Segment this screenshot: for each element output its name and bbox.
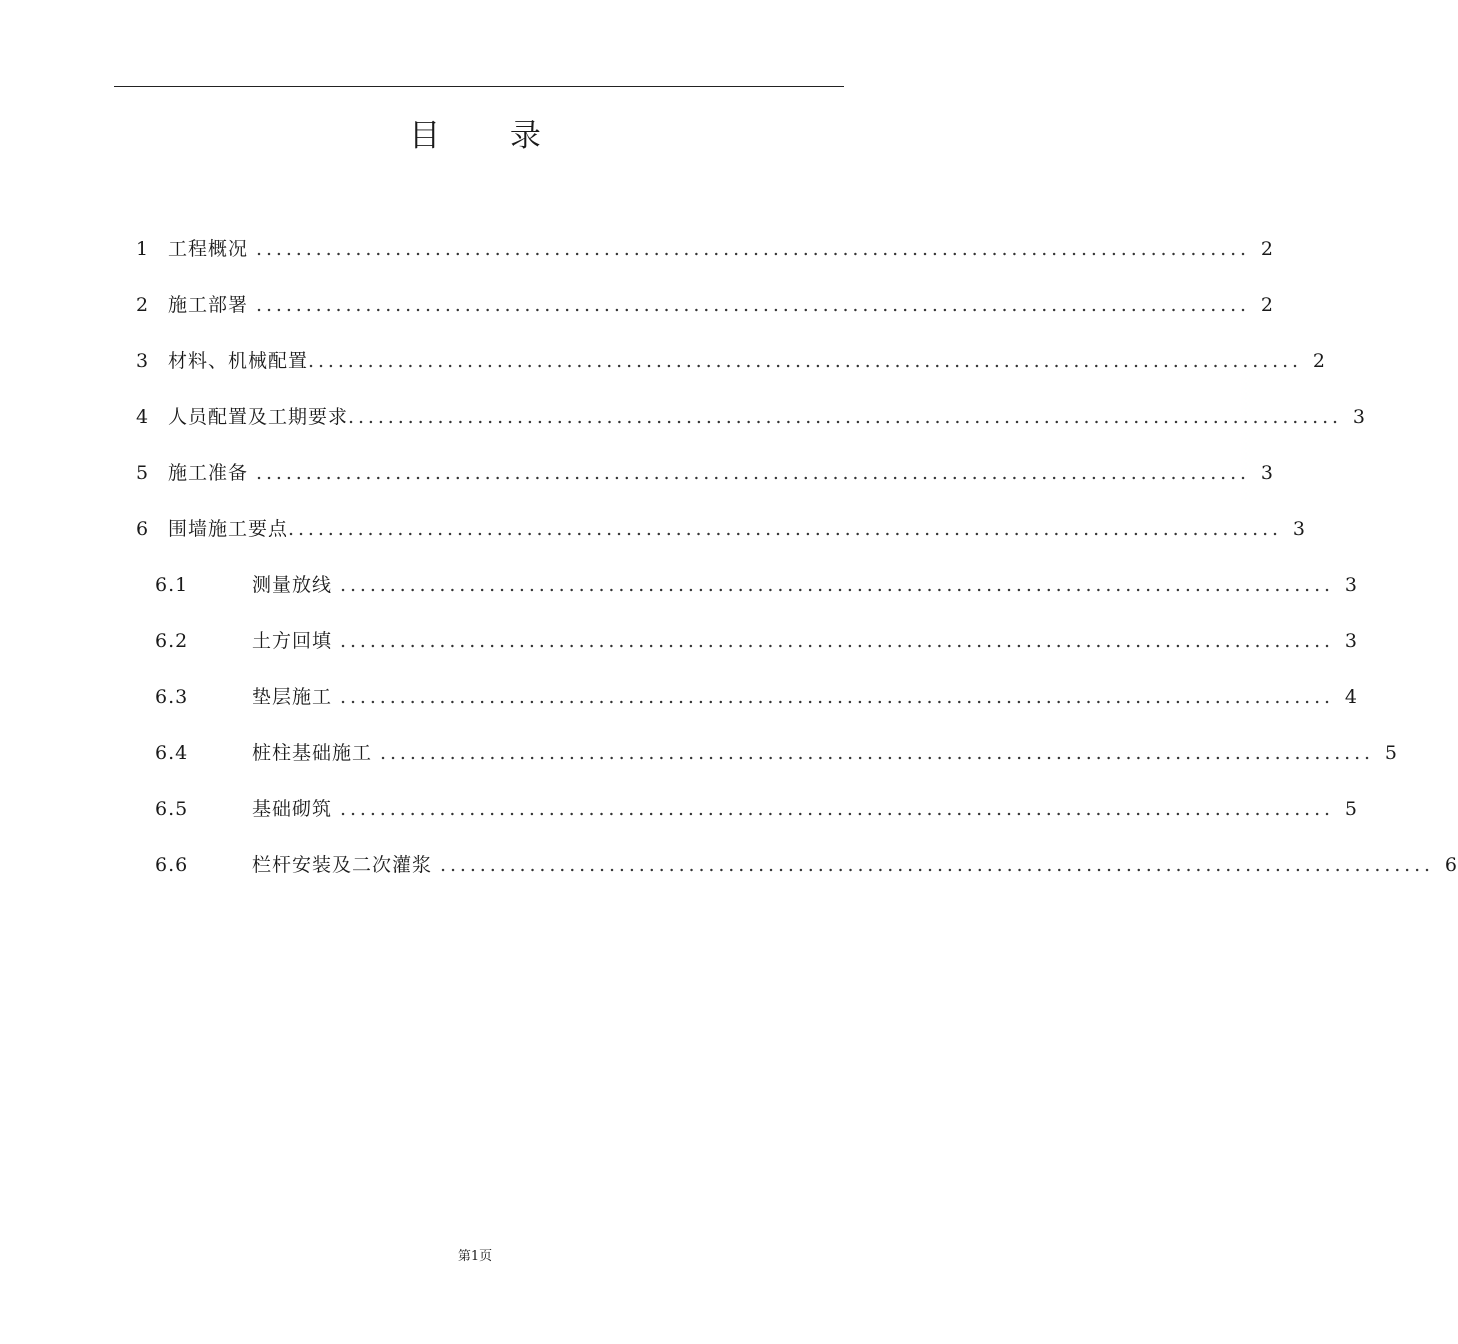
- toc-title: 人员配置及工期要求: [168, 406, 349, 428]
- page-title: 目 录: [409, 118, 571, 154]
- toc-page-number: 5: [1344, 798, 1358, 820]
- toc-number: 6: [136, 518, 150, 540]
- toc-entry-1[interactable]: [136, 235, 1274, 263]
- toc-entry-6[interactable]: [136, 515, 1306, 543]
- toc-title: 围墙施工要点: [168, 518, 289, 540]
- toc-number: 2: [136, 294, 150, 316]
- toc-leader-dots: ....................................................................................................: [308, 350, 1302, 372]
- toc-title: 栏杆安装及二次灌浆: [252, 854, 433, 876]
- toc-number: 6.2: [155, 630, 189, 652]
- toc-page-number: 3: [1344, 630, 1358, 652]
- toc-leader-dots: ....................................................................................................: [340, 798, 1334, 820]
- toc-entry-6-5[interactable]: [155, 795, 1358, 823]
- page-footer: 第1页: [457, 1249, 493, 1264]
- toc-title: 施工准备: [168, 462, 249, 484]
- toc-number: 1: [136, 238, 150, 260]
- toc-title: 垫层施工: [252, 686, 333, 708]
- toc-page-number: 6: [1444, 854, 1458, 876]
- toc-leader-dots: ....................................................................................................: [440, 854, 1434, 876]
- toc-title: 工程概况: [168, 238, 249, 260]
- toc-page-number: 5: [1384, 742, 1398, 764]
- toc-leader-dots: ....................................................................................................: [340, 574, 1334, 596]
- toc-leader-dots: ....................................................................................................: [380, 742, 1374, 764]
- toc-number: 3: [136, 350, 150, 372]
- toc-number: 6.4: [155, 742, 189, 764]
- toc-leader-dots: ....................................................................................................: [256, 294, 1250, 316]
- toc-number: 4: [136, 406, 150, 428]
- toc-page-number: 2: [1312, 350, 1326, 372]
- toc-page-number: 3: [1260, 462, 1274, 484]
- toc-leader-dots: ....................................................................................................: [256, 462, 1250, 484]
- toc-leader-dots: ....................................................................................................: [340, 630, 1334, 652]
- toc-title: 桩柱基础施工: [252, 742, 373, 764]
- toc-page-number: 2: [1260, 294, 1274, 316]
- toc-entry-4[interactable]: [136, 403, 1366, 431]
- toc-page-number: 3: [1292, 518, 1306, 540]
- toc-title: 材料、机械配置: [168, 350, 309, 372]
- toc-number: 6.6: [155, 854, 189, 876]
- toc-number: 6.3: [155, 686, 189, 708]
- toc-number: 5: [136, 462, 150, 484]
- toc-leader-dots: ....................................................................................................: [288, 518, 1282, 540]
- toc-entry-2[interactable]: [136, 291, 1274, 319]
- toc-page-number: 4: [1344, 686, 1358, 708]
- toc-title: 测量放线: [252, 574, 333, 596]
- toc-leader-dots: ....................................................................................................: [256, 238, 1250, 260]
- toc-leader-dots: ....................................................................................................: [340, 686, 1334, 708]
- toc-entry-6-3[interactable]: [155, 683, 1358, 711]
- toc-number: 6.1: [155, 574, 189, 596]
- toc-entry-3[interactable]: [136, 347, 1326, 375]
- toc-title: 土方回填: [252, 630, 333, 652]
- toc-leader-dots: ....................................................................................................: [348, 406, 1342, 428]
- toc-page-number: 3: [1352, 406, 1366, 428]
- toc-page-number: 3: [1344, 574, 1358, 596]
- toc-page-number: 2: [1260, 238, 1274, 260]
- toc-entry-5[interactable]: [136, 459, 1274, 487]
- toc-number: 6.5: [155, 798, 189, 820]
- toc-entry-6-4[interactable]: [155, 739, 1398, 767]
- toc-entry-6-2[interactable]: [155, 627, 1358, 655]
- toc-entry-6-1[interactable]: [155, 571, 1358, 599]
- toc-title: 基础砌筑: [252, 798, 333, 820]
- toc-entry-6-6[interactable]: [155, 851, 1458, 879]
- toc-title: 施工部署: [168, 294, 249, 316]
